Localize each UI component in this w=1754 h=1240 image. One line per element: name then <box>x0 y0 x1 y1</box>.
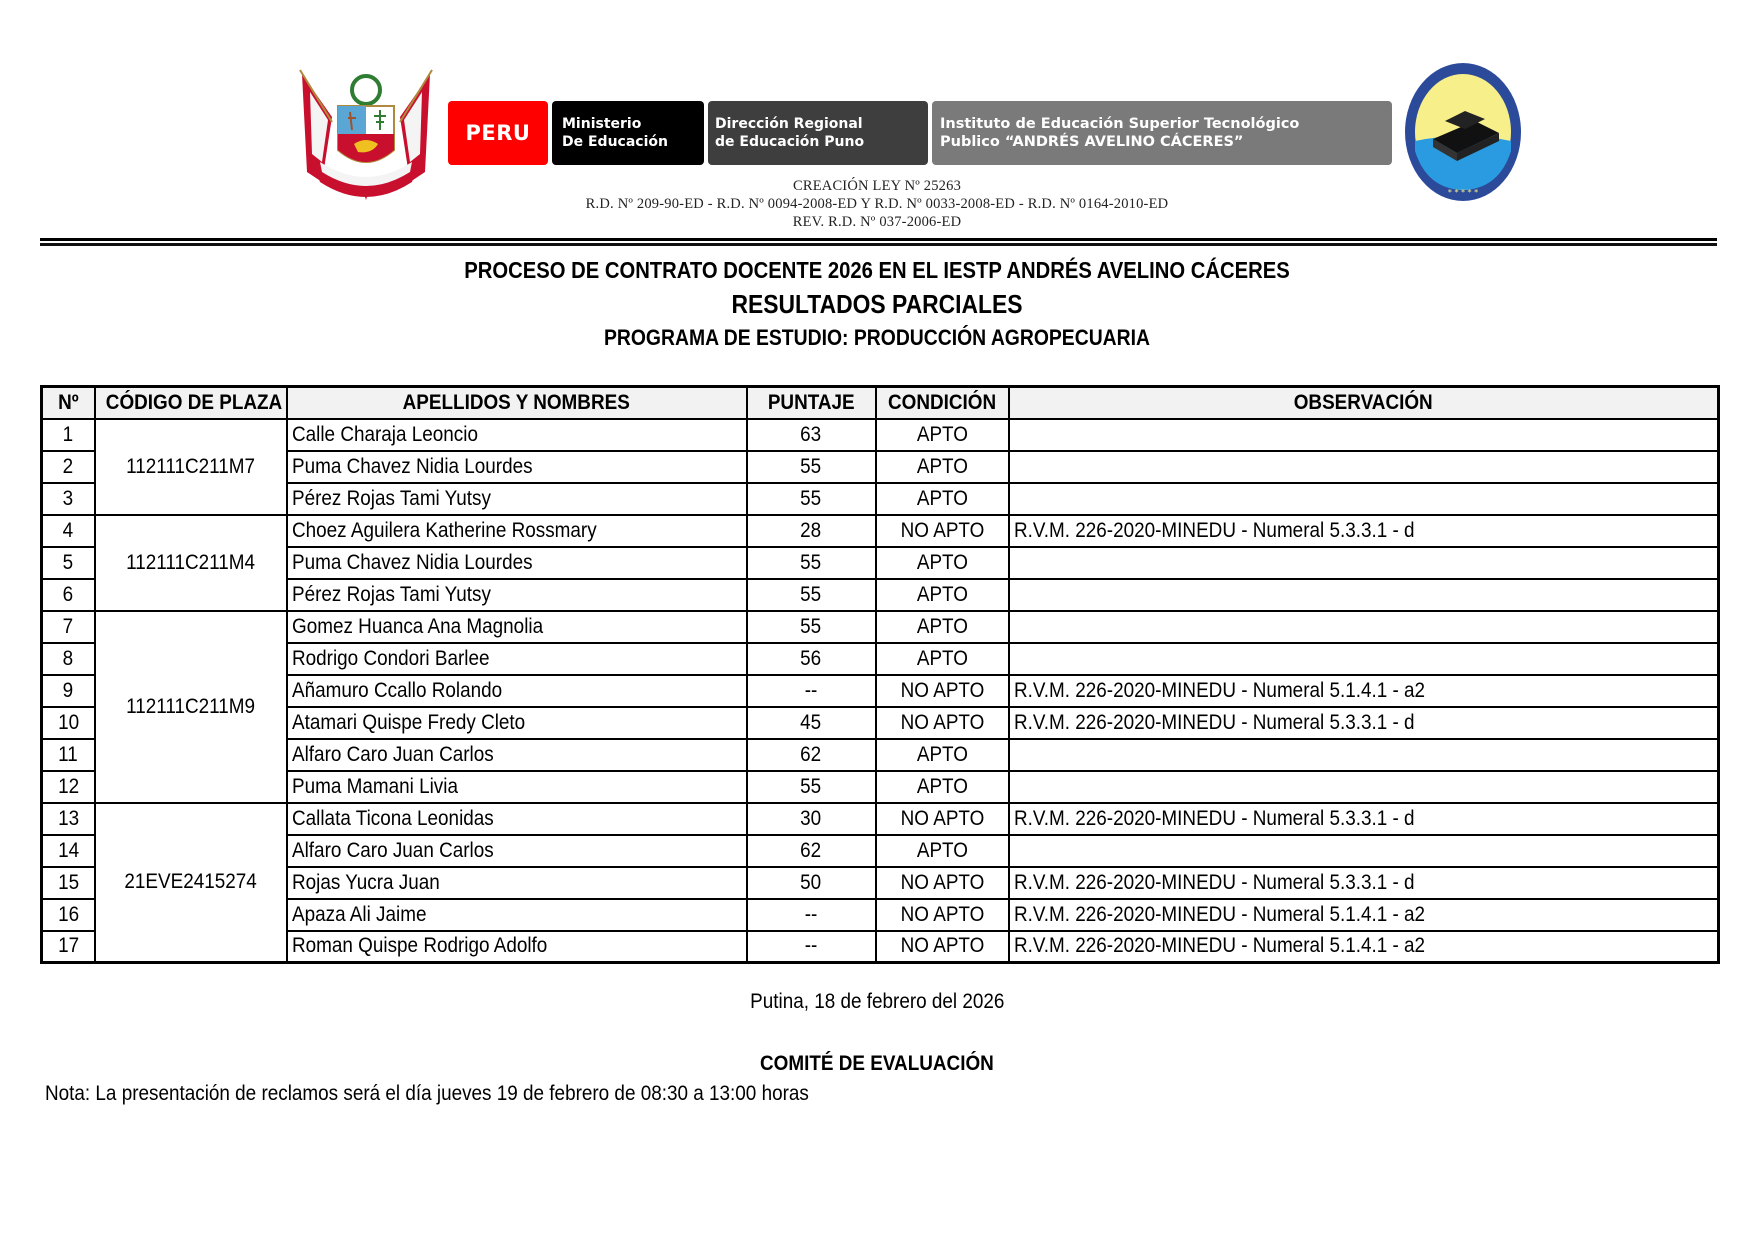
observation <box>1009 547 1719 579</box>
condition-status: APTO <box>876 643 1009 675</box>
score: 55 <box>747 771 876 803</box>
row-number: 10 <box>42 707 95 739</box>
observation <box>1009 419 1719 451</box>
applicant-name: Choez Aguilera Katherine Rossmary <box>287 515 747 547</box>
table-row <box>42 547 1719 579</box>
table-row <box>42 867 1719 899</box>
institute-band <box>932 101 1392 165</box>
table-row <box>42 835 1719 867</box>
score: -- <box>747 931 876 963</box>
score: -- <box>747 675 876 707</box>
applicant-name: Pérez Rojas Tami Yutsy <box>287 579 747 611</box>
applicant-name: Callata Ticona Leonidas <box>287 803 747 835</box>
condition-status: NO APTO <box>876 931 1009 963</box>
row-number: 8 <box>42 643 95 675</box>
condition-status: APTO <box>876 547 1009 579</box>
score: 55 <box>747 483 876 515</box>
committee-signature: COMITÉ DE EVALUACIÓN <box>760 1052 994 1075</box>
condition-status: APTO <box>876 483 1009 515</box>
regional-direction-line-1: Dirección Regional <box>715 116 863 132</box>
score: 55 <box>747 611 876 643</box>
score: 45 <box>747 707 876 739</box>
plaza-code: 112111C211M4 <box>95 515 287 611</box>
applicant-name: Rodrigo Condori Barlee <box>287 643 747 675</box>
observation <box>1009 643 1719 675</box>
observation <box>1009 611 1719 643</box>
applicant-name: Alfaro Caro Juan Carlos <box>287 739 747 771</box>
table-row <box>42 579 1719 611</box>
observation <box>1009 451 1719 483</box>
condition-status: NO APTO <box>876 515 1009 547</box>
header-divider-top <box>40 238 1717 241</box>
observation <box>1009 771 1719 803</box>
score: 56 <box>747 643 876 675</box>
table-row <box>42 707 1719 739</box>
row-number: 9 <box>42 675 95 707</box>
condition-status: NO APTO <box>876 707 1009 739</box>
column-header-score: PUNTAJE <box>747 387 876 419</box>
revision-line: REV. R.D. Nº 037-2006-ED <box>792 214 962 230</box>
score: 28 <box>747 515 876 547</box>
ministry-band <box>552 101 704 165</box>
svg-text:* * * * *: * * * * * <box>1447 188 1479 197</box>
table-row <box>42 643 1719 675</box>
place-date: Putina, 18 de febrero del 2026 <box>749 990 1005 1013</box>
peru-brand-band <box>448 101 548 165</box>
plaza-code: 112111C211M7 <box>95 419 287 515</box>
table-row <box>42 739 1719 771</box>
institute-line-1: Instituto de Educación Superior Tecnológico <box>940 116 1300 132</box>
applicant-name: Alfaro Caro Juan Carlos <box>287 835 747 867</box>
institute-line-2: Publico “ANDRÉS AVELINO CÁCERES” <box>940 134 1244 150</box>
applicant-name: Pérez Rojas Tami Yutsy <box>287 483 747 515</box>
row-number: 15 <box>42 867 95 899</box>
creation-law-line: CREACIÓN LEY Nº 25263 <box>792 178 962 194</box>
condition-status: APTO <box>876 611 1009 643</box>
condition-status: APTO <box>876 739 1009 771</box>
plaza-code: 112111C211M9 <box>95 611 287 803</box>
table-row <box>42 483 1719 515</box>
row-number: 1 <box>42 419 95 451</box>
table-row <box>42 611 1719 643</box>
observation: R.V.M. 226-2020-MINEDU - Numeral 5.3.3.1 - d <box>1009 707 1719 739</box>
table-row <box>42 771 1719 803</box>
table-row <box>42 899 1719 931</box>
row-number: 5 <box>42 547 95 579</box>
header-divider-bottom <box>40 243 1717 246</box>
applicant-name: Atamari Quispe Fredy Cleto <box>287 707 747 739</box>
row-number: 2 <box>42 451 95 483</box>
observation: R.V.M. 226-2020-MINEDU - Numeral 5.1.4.1 - a2 <box>1009 899 1719 931</box>
score: 63 <box>747 419 876 451</box>
regional-direction-line-2: de Educación Puno <box>715 134 865 150</box>
score: 55 <box>747 451 876 483</box>
row-number: 6 <box>42 579 95 611</box>
row-number: 3 <box>42 483 95 515</box>
row-number: 7 <box>42 611 95 643</box>
observation <box>1009 483 1719 515</box>
row-number: 4 <box>42 515 95 547</box>
score: 62 <box>747 835 876 867</box>
table-row <box>42 675 1719 707</box>
table-row <box>42 931 1719 963</box>
score: -- <box>747 899 876 931</box>
program-title: PROGRAMA DE ESTUDIO: PRODUCCIÓN AGROPECUARIA <box>603 325 1151 350</box>
peru-label: PERU <box>465 121 531 145</box>
process-title: PROCESO DE CONTRATO DOCENTE 2026 EN EL IESTP ANDRÉS AVELINO CÁCERES <box>464 257 1290 283</box>
observation: R.V.M. 226-2020-MINEDU - Numeral 5.1.4.1 - a2 <box>1009 931 1719 963</box>
condition-status: APTO <box>876 579 1009 611</box>
observation: R.V.M. 226-2020-MINEDU - Numeral 5.1.4.1 - a2 <box>1009 675 1719 707</box>
condition-status: NO APTO <box>876 867 1009 899</box>
column-header-number: Nº <box>42 387 95 419</box>
ministry-line-1: Ministerio <box>562 116 642 132</box>
condition-status: NO APTO <box>876 803 1009 835</box>
row-number: 14 <box>42 835 95 867</box>
resolutions-line: R.D. Nº 209-90-ED - R.D. Nº 0094-2008-ED Y R.D. Nº 0033-2008-ED - R.D. Nº 0164-2010-ED <box>585 196 1169 212</box>
column-header-condition: CONDICIÓN <box>876 387 1009 419</box>
regional-direction-band <box>708 101 928 165</box>
observation: R.V.M. 226-2020-MINEDU - Numeral 5.3.3.1 - d <box>1009 803 1719 835</box>
observation: R.V.M. 226-2020-MINEDU - Numeral 5.3.3.1 - d <box>1009 515 1719 547</box>
observation <box>1009 835 1719 867</box>
claims-note: Nota: La presentación de reclamos será el día jueves 19 de febrero de 08:30 a 13:00 horas <box>45 1082 809 1105</box>
table-header-row <box>42 387 1719 419</box>
score: 55 <box>747 547 876 579</box>
row-number: 13 <box>42 803 95 835</box>
observation <box>1009 739 1719 771</box>
condition-status: NO APTO <box>876 675 1009 707</box>
ministry-line-2: De Educación <box>562 134 668 150</box>
row-number: 16 <box>42 899 95 931</box>
results-body <box>42 419 1719 963</box>
column-header-name: APELLIDOS Y NOMBRES <box>287 387 747 419</box>
applicant-name: Puma Chavez Nidia Lourdes <box>287 451 747 483</box>
row-number: 17 <box>42 931 95 963</box>
applicant-name: Gomez Huanca Ana Magnolia <box>287 611 747 643</box>
score: 50 <box>747 867 876 899</box>
plaza-code: 21EVE2415274 <box>95 803 287 963</box>
condition-status: APTO <box>876 419 1009 451</box>
observation <box>1009 579 1719 611</box>
results-title: RESULTADOS PARCIALES <box>731 289 1023 319</box>
table-row <box>42 419 1719 451</box>
applicant-name: Calle Charaja Leoncio <box>287 419 747 451</box>
score: 30 <box>747 803 876 835</box>
applicant-name: Puma Mamani Livia <box>287 771 747 803</box>
observation: R.V.M. 226-2020-MINEDU - Numeral 5.3.3.1 - d <box>1009 867 1719 899</box>
results-table <box>40 385 1720 964</box>
column-header-code: CÓDIGO DE PLAZA <box>95 387 287 419</box>
applicant-name: Añamuro Ccallo Rolando <box>287 675 747 707</box>
score: 62 <box>747 739 876 771</box>
condition-status: NO APTO <box>876 899 1009 931</box>
row-number: 12 <box>42 771 95 803</box>
applicant-name: Puma Chavez Nidia Lourdes <box>287 547 747 579</box>
column-header-observation: OBSERVACIÓN <box>1009 387 1719 419</box>
applicant-name: Roman Quispe Rodrigo Adolfo <box>287 931 747 963</box>
table-row <box>42 803 1719 835</box>
row-number: 11 <box>42 739 95 771</box>
applicant-name: Apaza Ali Jaime <box>287 899 747 931</box>
score: 55 <box>747 579 876 611</box>
condition-status: APTO <box>876 835 1009 867</box>
applicant-name: Rojas Yucra Juan <box>287 867 747 899</box>
table-row <box>42 515 1719 547</box>
condition-status: APTO <box>876 771 1009 803</box>
table-row <box>42 451 1719 483</box>
condition-status: APTO <box>876 451 1009 483</box>
